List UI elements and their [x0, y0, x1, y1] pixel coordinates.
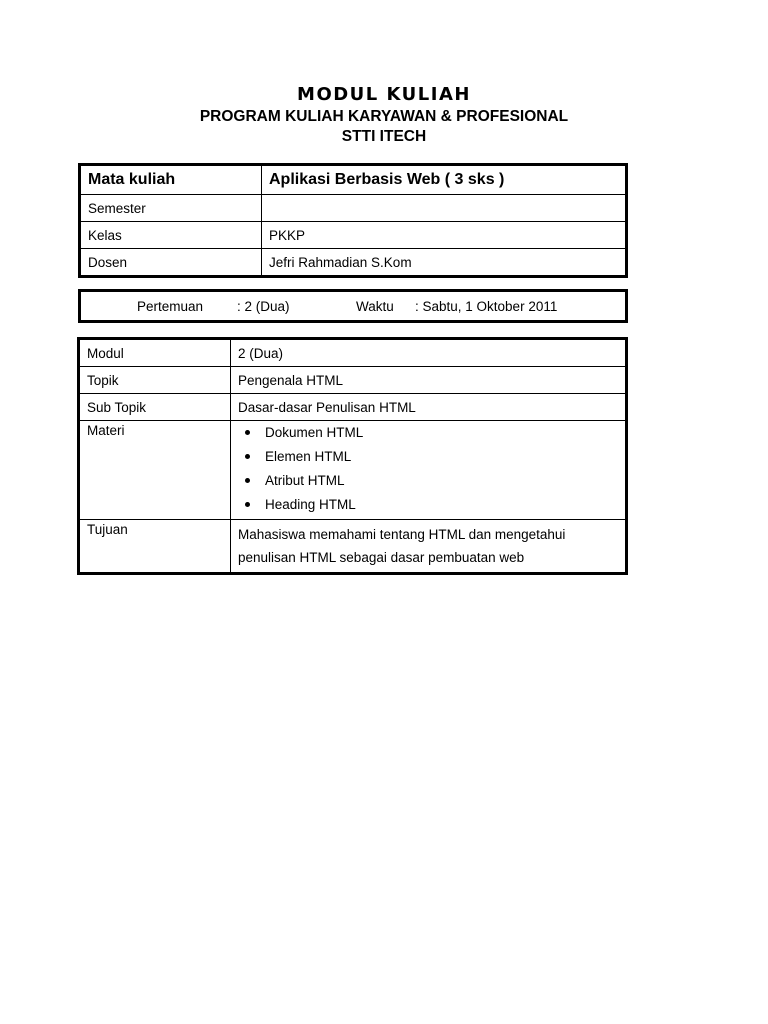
- materi-cell: [231, 421, 627, 520]
- list-item: Heading HTML: [265, 495, 618, 519]
- table-row: [79, 421, 627, 520]
- table-row: [79, 339, 627, 367]
- pertemuan-label: Pertemuan: [137, 299, 204, 314]
- semester-value: [262, 195, 627, 222]
- semester-label: Semester: [80, 195, 262, 222]
- topik-label: Topik: [79, 367, 231, 394]
- list-item: Dokumen HTML: [265, 423, 618, 447]
- meeting-box: [78, 289, 628, 323]
- topik-value: Pengenala HTML: [231, 367, 627, 394]
- table-row: [80, 165, 627, 195]
- table-row: [80, 249, 627, 277]
- tujuan-line-1: Mahasiswa memahami tentang HTML dan mengetahui: [238, 527, 566, 542]
- module-info-table: [77, 337, 628, 575]
- subtopik-label: Sub Topik: [79, 394, 231, 421]
- table-row: [80, 222, 627, 249]
- course-label: Mata kuliah: [80, 165, 262, 195]
- pertemuan-value: : 2 (Dua): [237, 299, 290, 314]
- table-row: [80, 195, 627, 222]
- waktu-value: : Sabtu, 1 Oktober 2011: [415, 299, 558, 314]
- dosen-value: Jefri Rahmadian S.Kom: [262, 249, 627, 277]
- tujuan-label: Tujuan: [79, 520, 231, 574]
- kelas-value: PKKP: [262, 222, 627, 249]
- table-row: [79, 367, 627, 394]
- program-name: PROGRAM KULIAH KARYAWAN & PROFESIONAL: [199, 108, 569, 125]
- materi-list: [238, 423, 618, 519]
- dosen-label: Dosen: [80, 249, 262, 277]
- table-row: [79, 520, 627, 574]
- list-item: Elemen HTML: [265, 447, 618, 471]
- waktu-label: Waktu: [356, 299, 394, 314]
- course-info-table: [78, 163, 628, 278]
- tujuan-line-2: penulisan HTML sebagai dasar pembuatan web: [238, 550, 525, 565]
- institution-name: STTI ITECH: [341, 128, 427, 145]
- table-row: [79, 394, 627, 421]
- modul-label: Modul: [79, 339, 231, 367]
- materi-label: Materi: [79, 421, 231, 520]
- subtopik-value: Dasar-dasar Penulisan HTML: [231, 394, 627, 421]
- modul-value: 2 (Dua): [231, 339, 627, 367]
- kelas-label: Kelas: [80, 222, 262, 249]
- list-item: Atribut HTML: [265, 471, 618, 495]
- tujuan-cell: [231, 520, 627, 574]
- document-title: MODUL KULIAH: [297, 84, 471, 105]
- course-name: Aplikasi Berbasis Web ( 3 sks ): [262, 165, 627, 195]
